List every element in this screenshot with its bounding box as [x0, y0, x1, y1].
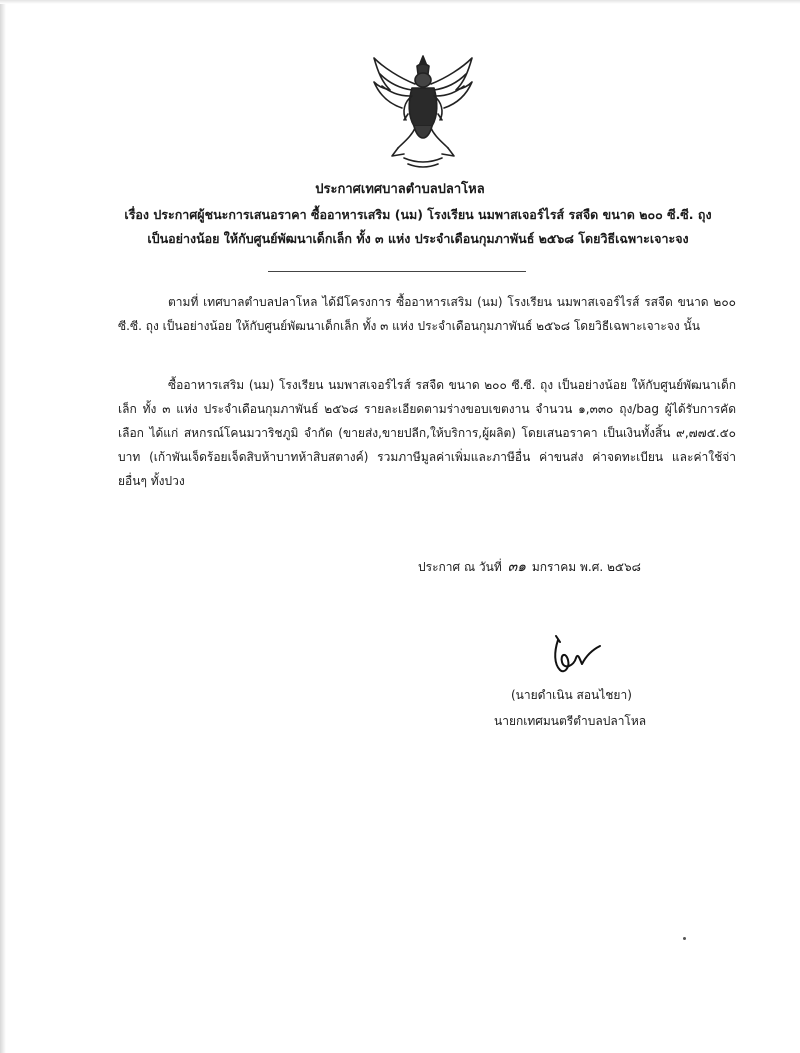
subject-line-2: เป็นอย่างน้อย ให้กับศูนย์พัฒนาเด็กเล็ก ทั้ง ๓ แห่ง ประจำเดือนกุมภาพันธ์ ๒๕๖๘ โดยวิธีเฉพาะเจาะจง: [147, 231, 689, 246]
scan-shadow-left: [0, 0, 6, 1053]
announce-prefix: ประกาศ ณ วันที่: [418, 560, 502, 574]
paragraph-1-text: ตามที่ เทศบาลตำบลปลาโหล ได้มีโครงการ ซื้ออาหารเสริม (นม) โรงเรียน นมพาสเจอร์ไรส์ รสจืด ขนาด ๒๐๐ ซี.ซี. ถุง เป็นอย่างน้อย ให้กับศูนย์พัฒนาเด็กเล็ก ทั้ง ๓ แห่ง ประจำเดือนกุมภาพันธ์ ๒๕๖๘ โดยวิธีเฉพาะเจาะจง นั้น: [118, 295, 736, 333]
paragraph-2-text: ซื้ออาหารเสริม (นม) โรงเรียน นมพาสเจอร์ไรส์ รสจืด ขนาด ๒๐๐ ซี.ซี. ถุง เป็นอย่างน้อย ให้กับศูนย์พัฒนาเด็กเล็ก ทั้ง ๓ แห่ง ประจำเดือนกุมภาพันธ์ ๒๕๖๘ รายละเอียดตามร่างขอบเขตงาน จำนวน ๑,๓๓๐ ถุง/bag ผู้ได้รับการคัดเลือก ได้แก่ สหกรณ์โคนมวาริชภูมิ จำกัด (ขายส่ง,ขายปลีก,ให้บริการ,ผู้ผลิต) โดยเสนอราคา เป็นเงินทั้งสิ้น ๙,๗๗๕.๕๐ บาท (เก้าพันเจ็ดร้อยเจ็ดสิบห้าบาทห้าสิบสตางค์) รวมภาษีมูลค่าเพิ่มและภาษีอื่น ค่าขนส่ง ค่าจดทะเบียน และค่าใช้จ่ายอื่นๆ ทั้งปวง: [118, 378, 736, 488]
scan-shadow-top: [0, 0, 800, 4]
document-subject: [88, 203, 748, 251]
document-title: ประกาศเทศบาลตำบลปลาโหล: [315, 182, 485, 197]
scan-speck: [683, 937, 686, 940]
signatory-name: (นายดำเนิน สอนไชยา): [511, 688, 632, 702]
paragraph-2: [118, 373, 736, 493]
signatory-position: นายกเทศมนตรีตำบลปลาโหล: [494, 714, 647, 728]
announce-day: ๓๑: [507, 559, 527, 575]
handwritten-signature: [540, 630, 610, 680]
announce-suffix: มกราคม พ.ศ. ๒๕๖๘: [531, 560, 641, 574]
title-divider: [268, 271, 526, 272]
garuda-emblem-icon: [368, 52, 478, 170]
paragraph-1: [118, 290, 736, 338]
subject-line-1: เรื่อง ประกาศผู้ชนะการเสนอราคา ซื้ออาหารเสริม (นม) โรงเรียน นมพาสเจอร์ไรส์ รสจืด ขนาด ๒๐๐ ซี.ซี. ถุง: [124, 207, 712, 222]
announcement-date: [418, 556, 641, 578]
